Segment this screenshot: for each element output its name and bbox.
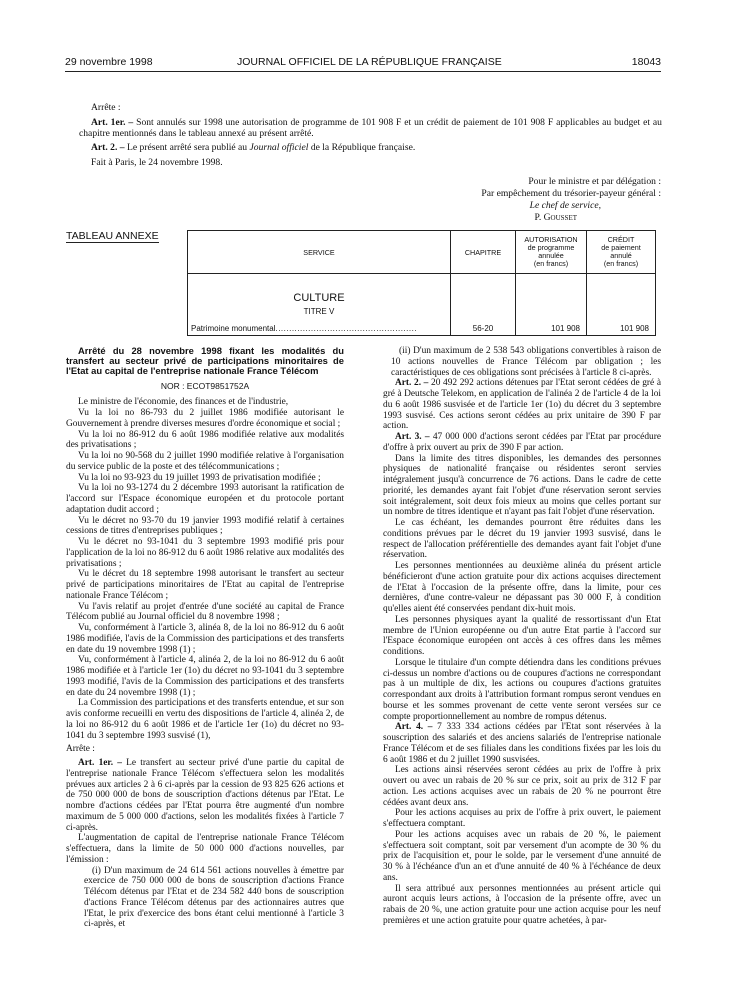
top-art2-text-b: de la République française. — [310, 142, 416, 153]
annex-title: TABLEAU ANNEXE — [66, 230, 159, 242]
col-chapitre: CHAPITRE — [451, 231, 516, 274]
top-fait: Fait à Paris, le 24 novembre 1998. — [91, 157, 223, 168]
row-autorisation: 101 908 — [551, 324, 580, 333]
row-chapitre: 56-20 — [472, 324, 494, 333]
top-art2-label: Art. 2. – — [91, 142, 125, 153]
sig-line-3: Le chef de service, — [529, 200, 601, 211]
h-credit-4: (en francs) — [603, 259, 639, 268]
right-para-b3: Il sera attribué aux personnes mentionnées au présent article qui auront acquis leurs actions, à l'occasion de la présente offre, avec un rabais de 20 %, une action gratuite pour une action acquise pour les neuf premières et une action gratuite pour quatre achetées, à par- — [383, 883, 661, 926]
col-autorisation — [516, 231, 587, 274]
right-article-3 — [383, 432, 661, 454]
right-art2-text: 20 492 292 actions détenues par l'Etat seront cédées de gré à gré à Deutsche Telekom, en application de l'alinéa 2 de l'article 4 de la loi du 6 août 1986 susvisée et de l'article 1er (1o) du décret du 3 septembre 1993 susvisé. Ces actions seront cédées au prix unitaire de 390 F par action. — [383, 378, 662, 432]
right-art3-text: 47 000 000 d'actions seront cédées par l'Etat par procédure d'offre à prix ouvert au prix de 390 F par action. — [383, 432, 661, 453]
cell-credit — [587, 274, 656, 336]
nor-reference: NOR : ECOT9851752A — [160, 380, 250, 391]
top-article-1 — [79, 117, 662, 139]
right-art4-text: 7 333 334 actions cédées par l'Etat sont réservées à la souscription des salariés et des anciens salariés de l'entreprise nationale France Télécom et de ses filiales dans les conditions fixées par les lois du 6 août 1986 et du 2 juillet 1990 susvisées. — [383, 722, 661, 765]
top-art2-text-a: Le présent arrêté sera publié au — [126, 142, 248, 153]
h-auto-3: annulée — [538, 251, 564, 260]
top-arrete: Arrête : — [91, 102, 121, 113]
right-column — [383, 346, 661, 927]
right-para-a2: Les personnes mentionnées au deuxième alinéa du présent article bénéficieront d'une action gratuite pour dix actions acquises directement de l'Etat à l'occasion de la présente offre, dans la limite, pour ces dernières, d'une contre-valeur ne dépassant pas 30 000 F, à condition qu'elles aient été conservées pendant dix-huit mois. — [383, 561, 661, 614]
signature-block — [361, 176, 661, 224]
left-art1-label: Art. 1er. – — [78, 758, 122, 769]
h-auto-4: (en francs) — [533, 259, 569, 268]
row-credit: 101 908 — [620, 324, 649, 333]
h-auto-2: de programme — [527, 243, 575, 252]
right-para-b2: Pour les actions acquises avec un rabais de 20 %, le paiement s'effectuera soit comptant, soit par versement d'un acompte de 30 % du prix de l'acquisition et, pour le solde, par le versement d'une annuité de 30 % à l'échéance d'un an et d'une annuité de 40 % à l'échéance de deux ans. — [383, 829, 661, 883]
cell-autorisation — [516, 274, 587, 336]
annex-data-row — [188, 274, 656, 336]
header-journal-title: JOURNAL OFFICIEL DE LA RÉPUBLIQUE FRANÇAISE — [237, 56, 502, 68]
annex-table — [187, 230, 656, 336]
col-service: SERVICE — [188, 231, 451, 274]
arrete-title: Arrêté du 28 novembre 1998 fixant les modalités du transfert au secteur privé de participations minoritaires de l'Etat au capital de l'entreprise nationale France Télécom — [66, 345, 344, 377]
annex-header-row — [188, 231, 656, 274]
cell-service — [188, 274, 451, 336]
right-article-2 — [383, 378, 661, 432]
right-sublist — [383, 346, 661, 378]
row-label-text: Patrimoine monumental — [191, 324, 276, 333]
right-art3-label: Art. 3. – — [395, 432, 430, 442]
left-article-1 — [66, 758, 344, 833]
visa-2: Vu la loi no 86-912 du 6 août 1986 modifiée relative aux modalités des privatisations ; — [66, 429, 344, 451]
header-page-number: 18043 — [631, 56, 661, 68]
h-credit-2: de paiement — [601, 243, 641, 252]
left-item-i: (i) D'un maximum de 24 614 561 actions nouvelles à émettre par exercice de 750 000 000 de bons de souscription d'actions France Télécom détenus par l'Etat et de 234 582 440 bons de souscription d'actions France Télécom détenus par des actionnaires autres que l'Etat, le prix d'exercice des bons étant celui mentionné à l'article 3 ci-après, et — [84, 865, 344, 930]
right-para-a1: Le cas échéant, les demandes pourront être réduites dans les conditions prévues par le décret du 19 janvier 1993 susvisé, dans le respect de l'allocation préférentielle des demandes ayant fait l'objet d'une réservation. — [383, 518, 661, 561]
visa-6: Vu le décret no 93-70 du 19 janvier 1993 modifié relatif à certaines cessions de titres d'entreprises publiques ; — [66, 515, 344, 537]
top-art1-label: Art. 1er. – — [91, 117, 134, 128]
top-art1-text: Sont annulés sur 1998 une autorisation de programme de 101 908 F et un crédit de paiement de 101 908 F applicables au budget et au chapitre mentionnés dans le tableau annexé au présent arrêté. — [79, 117, 662, 140]
header-rule — [65, 71, 661, 72]
col-credit — [587, 231, 656, 274]
header-date: 29 novembre 1998 — [65, 56, 153, 68]
visa-12: La Commission des participations et des transferts entendue, et sur son avis conforme recueilli en vertu des dispositions de l'article 4, alinéa 2, de la loi no 86-912 du 6 août 1986 et de l'article 1er (1o) du décret no 93-1041 du 3 septembre 1993 susvisé (1), — [66, 698, 344, 741]
right-item-ii: (ii) D'un maximum de 2 538 543 obligations convertibles à raison de 10 actions nouvelles de France Télécom par obligation ; les caractéristiques de ces obligations sont précisées à l'article 8 ci-après. — [391, 346, 661, 378]
top-art2-journal: Journal officiel — [249, 142, 309, 153]
right-para-a0: Dans la limite des titres disponibles, les demandes des personnes physiques de nationalité française ou résidentes seront servies intégralement jusqu'à concurrence de 76 actions. Dans le cadre de cette priorité, les demandes ayant fait l'objet d'une réservation seront servies soit intégralement, soit deux fois mieux au moins que celles portant sur un nombre de titres identique et n'ayant pas fait l'objet d'une réservation. — [383, 453, 661, 518]
section-titre: TITRE V — [303, 307, 335, 316]
sig-line-2: Par empêchement du trésorier-payeur général : — [481, 188, 661, 199]
h-auto-1: AUTORISATION — [524, 235, 578, 244]
left-arrete: Arrête : — [66, 744, 95, 755]
sig-line-1: Pour le ministre et par délégation : — [528, 176, 661, 187]
h-credit-1: CRÉDIT — [607, 235, 635, 244]
top-article-2 — [91, 142, 415, 153]
h-credit-3: annulé — [610, 251, 632, 260]
right-art4-label: Art. 4. – — [395, 722, 433, 733]
visa-8: Vu le décret du 18 septembre 1998 autorisant le transfert au secteur privé de participations minoritaires de l'Etat au capital de l'entreprise nationale France Télécom ; — [66, 569, 344, 601]
running-header — [65, 56, 661, 70]
visa-3: Vu la loi no 90-568 du 2 juillet 1990 modifiée relative à l'organisation du service public de la poste et des télécommunications ; — [66, 451, 344, 472]
visa-7: Vu le décret no 93-1041 du 3 septembre 1993 modifié pris pour l'application de la loi no 86-912 du 6 août 1986 relative aux modalités des privatisations ; — [66, 537, 344, 569]
visa-5: Vu la loi no 93-1274 du 2 décembre 1993 autorisant la ratification de l'accord sur l'Espace économique européen et du protocole portant adaptation dudit accord ; — [66, 483, 344, 515]
row-label: Patrimoine monumental.................................................... — [191, 324, 418, 333]
right-para-b0: Les actions ainsi réservées seront cédées au prix de l'offre à prix ouvert ou avec un rabais de 20 % sur ce prix, soit au prix de 312 F par action. Les actions acquises avec un rabais de 20 % ne pourront être cédées avant deux ans. — [383, 765, 661, 808]
visa-0: Le ministre de l'économie, des finances et de l'industrie, — [78, 397, 289, 408]
right-para-a3: Les personnes physiques ayant la qualité de ressortissant d'un Etat membre de l'Union européenne ou d'un autre Etat partie à l'accord sur l'Espace économique européen ont accès à ces offres dans les mêmes conditions. — [383, 614, 661, 657]
left-sublist — [66, 866, 344, 931]
left-column — [66, 346, 344, 930]
visa-9: Vu l'avis relatif au projet d'entrée d'une société au capital de France Télécom publié au Journal officiel du 8 novembre 1998 ; — [66, 601, 344, 623]
left-art1-text: Le transfert au secteur privé d'une partie du capital de l'entreprise nationale France Télécom s'effectuera selon les modalités prévues aux articles 2 à 6 ci-après par la cession de 93 825 626 actions et de 750 000 000 de bons de souscription d'actions détenus par l'Etat. Le nombre d'actions cédées par l'Etat pourra être augmenté d'un nombre maximum de 5 000 000 d'actions, selon les modalités fixées à l'article 7 ci-après. — [66, 758, 345, 833]
left-augmentation: L'augmentation de capital de l'entreprise nationale France Télécom s'effectuera, dans la limite de 50 000 000 d'actions nouvelles, par l'émission : — [66, 833, 344, 865]
cell-chapitre — [451, 274, 516, 336]
section-culture: CULTURE — [293, 292, 345, 304]
right-article-4 — [383, 722, 661, 765]
visa-11: Vu, conformément à l'article 4, alinéa 2, de la loi no 86-912 du 6 août 1986 modifiée et à l'article 1er (1o) du décret no 93-1041 du 3 septembre 1993 modifié, l'avis de la Commission des participations et des transferts en date du 24 novembre 1998 (1) ; — [66, 655, 344, 698]
right-art2-label: Art. 2. – — [395, 378, 429, 389]
right-para-a4: Lorsque le titulaire d'un compte détiendra dans les conditions prévues ci-dessus un nombre d'actions ou de coupures d'actions ne correspondant pas à un multiple de dix, les actions ou coupures d'actions gratuites correspondant aux droits à l'attribution formant rompus seront vendues en bourse et les sommes provenant de cette vente seront versées sur ce compte proportionnellement au nombre de rompus détenus. — [383, 657, 661, 722]
right-para-b1: Pour les actions acquises au prix de l'offre à prix ouvert, le paiement s'effectuera comptant. — [383, 808, 661, 829]
visa-10: Vu, conformément à l'article 3, alinéa 8, de la loi no 86-912 du 6 août 1986 modifiée, l'avis de la Commission des participations et des transferts en date du 19 novembre 1998 (1) ; — [66, 623, 344, 655]
visa-1: Vu la loi no 86-793 du 2 juillet 1986 modifiée autorisant le Gouvernement à prendre diverses mesures d'ordre économique et social ; — [66, 408, 344, 429]
sig-name: P. Gousset — [534, 212, 577, 223]
visa-4: Vu la loi no 93-923 du 19 juillet 1993 de privatisation modifiée ; — [78, 472, 321, 483]
